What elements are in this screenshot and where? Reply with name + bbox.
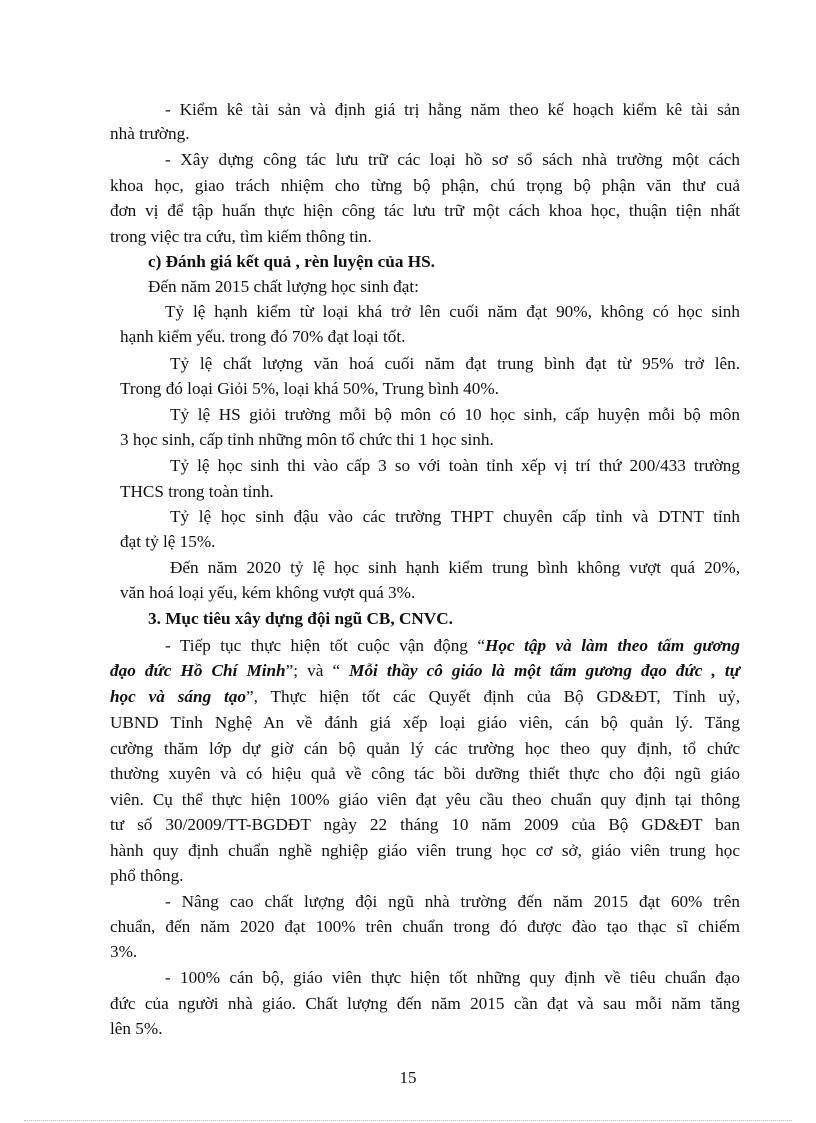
text-line: Đến năm 2015 chất lượng học sinh đạt: — [148, 277, 419, 296]
emphasis-run: học và sáng tạo — [110, 687, 246, 706]
text-line: 3%. — [110, 942, 138, 961]
text-line: thường xuyên và có hiệu quả về công tác bồi dưỡng thiết thực cho đội ngũ giáo — [110, 764, 740, 783]
text-line: đạt tỷ lệ 15%. — [120, 532, 216, 551]
emphasis-run: Học tập và làm theo tấm gương — [485, 636, 740, 655]
text-line: Tỷ lệ hạnh kiểm từ loại khá trở lên cuối năm đạt 90%, không có học sinh — [165, 302, 740, 321]
text-line: đơn vị để tập huấn thực hiện công tác lưu trữ một cách khoa học, thuận tiện nhất — [110, 201, 740, 220]
text-line: UBND Tỉnh Nghệ An về đánh giá xếp loại giáo viên, cán bộ quản lý. Tăng — [110, 713, 740, 732]
text-line: - Xây dựng công tác lưu trữ các loại hồ sơ sổ sách nhà trường một cách — [165, 150, 740, 169]
text-line: Tỷ lệ học sinh đậu vào các trường THPT chuyên cấp tỉnh và DTNT tỉnh — [170, 507, 740, 526]
section-heading: 3. Mục tiêu xây dựng đội ngũ CB, CNVC. — [148, 609, 453, 628]
page-bottom-rule — [24, 1120, 792, 1121]
text-line: chuẩn, đến năm 2020 đạt 100% trên chuẩn trong đó được đào tạo thạc sĩ chiếm — [110, 917, 740, 936]
text-line: - 100% cán bộ, giáo viên thực hiện tốt những quy định về tiêu chuẩn đạo — [165, 968, 740, 987]
text-line: khoa học, giao trách nhiệm cho từng bộ phận, chú trọng bộ phận văn thư cuả — [110, 176, 740, 195]
text-run: Thực hiện tốt các Quyết định của Bộ GD&ĐT, Tỉnh uỷ, — [270, 687, 740, 706]
text-line: văn hoá loại yếu, kém không vượt quá 3%. — [120, 583, 416, 602]
text-run: ”; và “ — [285, 661, 350, 680]
text-line: Tỷ lệ học sinh thi vào cấp 3 so với toàn tỉnh xếp vị trí thứ 200/433 trường — [170, 456, 740, 475]
text-line: viên. Cụ thể thực hiện 100% giáo viên đạt yêu cầu theo chuẩn quy định tại thông — [110, 790, 740, 809]
text-line: Tỷ lệ chất lượng văn hoá cuối năm đạt trung bình đạt từ 95% trở lên. — [170, 354, 740, 373]
text-line: Tỷ lệ HS giỏi trường mỗi bộ môn có 10 học sinh, cấp huyện mỗi bộ môn — [170, 405, 740, 424]
text-line: hạnh kiểm yếu. trong đó 70% đạt loại tốt. — [120, 327, 406, 346]
section-heading: c) Đánh giá kết quả , rèn luyện của HS. — [148, 252, 435, 271]
page-number: 15 — [399, 1068, 417, 1087]
emphasis-run: đạo đức Hồ Chí Minh — [110, 661, 286, 680]
emphasis-run: Mỗi thầy cô giáo là một tấm gương đạo đức , tự — [349, 661, 740, 680]
text-line: - Kiểm kê tài sản và định giá trị hằng năm theo kế hoạch kiểm kê tài sản — [165, 100, 740, 119]
text-line: Trong đó loại Giỏi 5%, loại khá 50%, Trung bình 40%. — [120, 379, 499, 398]
text-run: ”, — [246, 687, 271, 706]
text-line: THCS trong toàn tỉnh. — [120, 482, 274, 501]
text-line: cường thăm lớp dự giờ cán bộ quản lý các trường học theo quy định, tổ chức — [110, 739, 740, 758]
text-line-mixed — [110, 685, 740, 709]
text-line: - Nâng cao chất lượng đội ngũ nhà trường đến năm 2015 đạt 60% trên — [165, 892, 740, 911]
text-line: lên 5%. — [110, 1019, 163, 1038]
text-line: 3 học sinh, cấp tỉnh những môn tổ chức thi 1 học sinh. — [120, 430, 494, 449]
text-line: phổ thông. — [110, 866, 184, 885]
text-line: đức của người nhà giáo. Chất lượng đến năm 2015 cần đạt và sau mỗi năm tăng — [110, 994, 740, 1013]
text-line: Đến năm 2020 tỷ lệ học sinh hạnh kiểm trung bình không vượt quá 20%, — [170, 558, 740, 577]
text-line: nhà trường. — [110, 124, 190, 143]
text-line-mixed — [110, 659, 740, 683]
text-line: tư số 30/2009/TT-BGDĐT ngày 22 tháng 10 năm 2009 của Bộ GD&ĐT ban — [110, 815, 740, 834]
text-line-mixed — [165, 634, 740, 658]
text-line: hành quy định chuẩn nghề nghiệp giáo viên trung học cơ sở, giáo viên trung học — [110, 841, 740, 860]
text-line: trong việc tra cứu, tìm kiếm thông tin. — [110, 227, 372, 246]
text-run: - Tiếp tục thực hiện tốt cuộc vận động “ — [165, 636, 485, 655]
